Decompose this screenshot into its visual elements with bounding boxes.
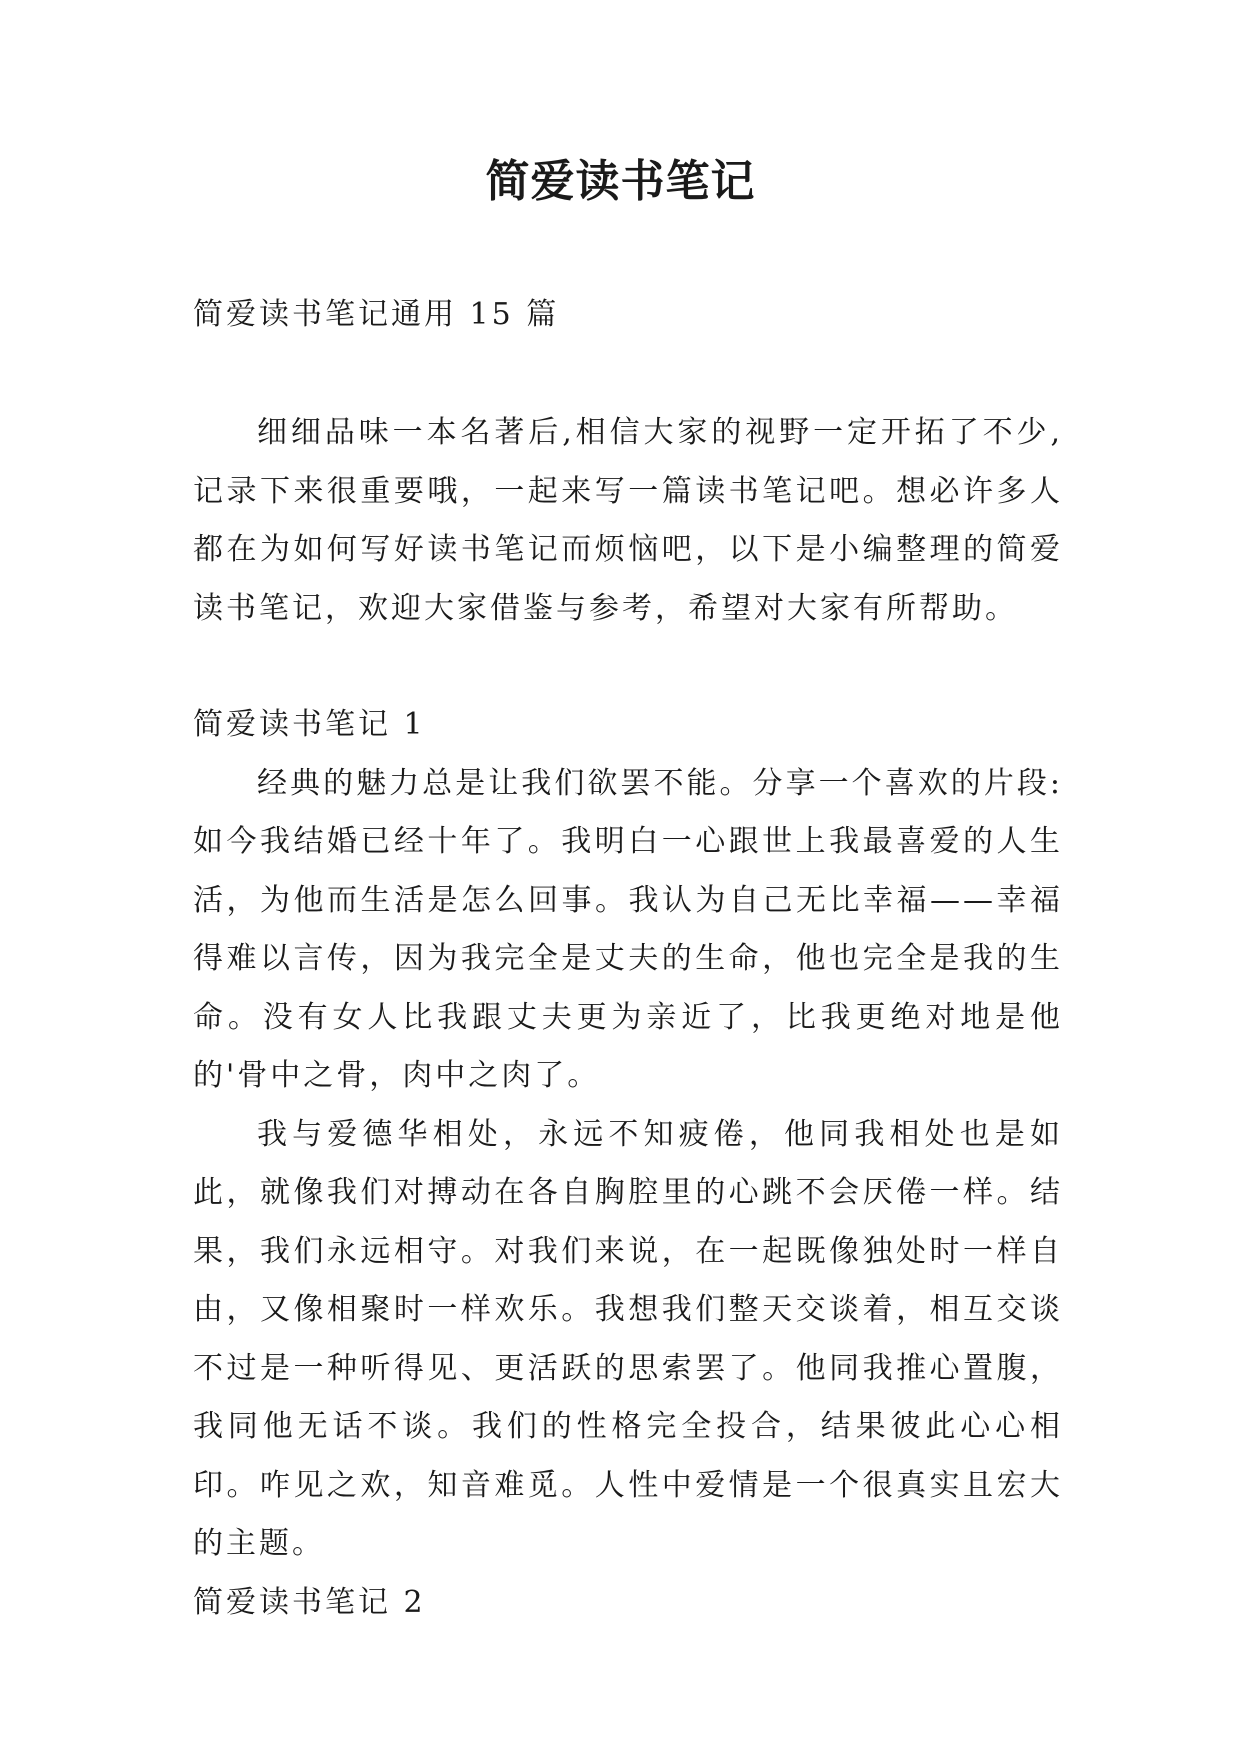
document-subtitle: 简爱读书笔记通用 15 篇 — [193, 297, 560, 332]
section-1-paragraph: 经典的魅力总是让我们欲罢不能。分享一个喜欢的片段:如今我结婚已经十年了。我明白一心跟世上我最喜爱的人生活，为他而生活是怎么回事。我认为自己无比幸福——幸福得难以言传，因为我完全是丈夫的生命，他也完全是我的生命。没有女人比我跟丈夫更为亲近了，比我更绝对地是他的'骨中之骨，肉中之肉了。 — [193, 765, 1063, 1093]
intro-section — [193, 404, 1063, 638]
section-1-paragraph: 我与爱德华相处，永远不知疲倦，他同我相处也是如此，就像我们对搏动在各自胸腔里的心跳不会厌倦一样。结果，我们永远相守。对我们来说，在一起既像独处时一样自由，又像相聚时一样欢乐。我想我们整天交谈着，相互交谈不过是一种听得见、更活跃的思索罢了。他同我推心置腹，我同他无话不谈。我们的性格完全投合，结果彼此心心相印。咋见之欢，知音难觅。人性中爱情是一个很真实且宏大的主题。 — [193, 1116, 1063, 1561]
section-1-heading: 简爱读书笔记 1 — [193, 707, 426, 742]
section-2-heading: 简爱读书笔记 2 — [193, 1584, 426, 1620]
document-title: 简爱读书笔记 — [485, 156, 756, 207]
intro-paragraph: 细细品味一本名著后,相信大家的视野一定开拓了不少,记录下来很重要哦，一起来写一篇读书笔记吧。想必许多人都在为如何写好读书笔记而烦恼吧，以下是小编整理的简爱读书笔记，欢迎大家借鉴与参考，希望对大家有所帮助。 — [193, 415, 1063, 626]
section-1 — [193, 696, 1063, 1632]
